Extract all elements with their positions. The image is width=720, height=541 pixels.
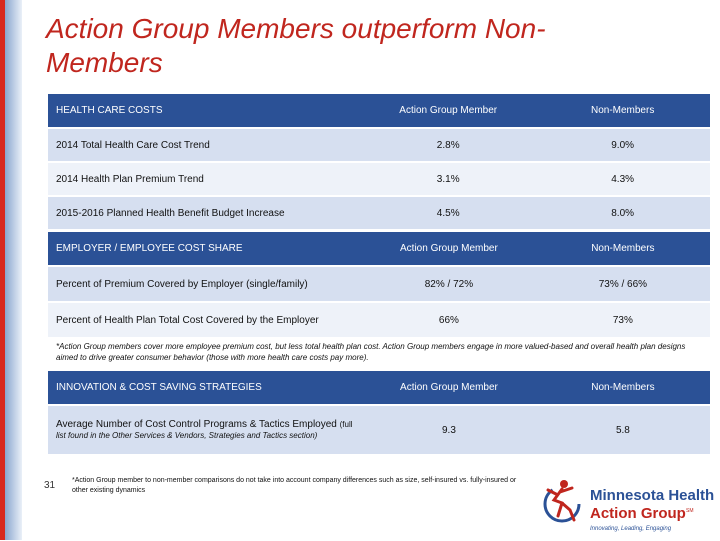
row-label: 2014 Health Plan Premium Trend: [48, 162, 361, 196]
non-member-value: 4.3%: [535, 162, 710, 196]
non-member-value: 8.0%: [535, 196, 710, 230]
row-label-suffix: (full: [339, 420, 353, 429]
member-value: 66%: [362, 302, 536, 338]
table-row: [48, 405, 710, 455]
header-cell: Non-Members: [536, 371, 710, 405]
member-value: 9.3: [362, 405, 536, 455]
table-header-row: [48, 371, 710, 405]
header-cell: Non-Members: [535, 94, 710, 128]
logo-line2: Action Group: [590, 505, 686, 522]
row-label: Average Number of Cost Control Programs & Tactics Employed: [56, 419, 337, 430]
non-member-value: 73% / 66%: [536, 266, 710, 302]
table-row: [48, 302, 710, 338]
member-value: 3.1%: [361, 162, 535, 196]
non-member-value: 73%: [536, 302, 710, 338]
logo-tm: SM: [686, 508, 694, 514]
table-row: [48, 128, 710, 162]
header-cell: Action Group Member: [362, 371, 536, 405]
slide-title: Action Group Members outperform Non-Members: [46, 13, 546, 78]
member-value: 4.5%: [361, 196, 535, 230]
left-accent-blue: [5, 0, 22, 540]
mnhag-logo: [540, 470, 715, 536]
row-label: 2014 Total Health Care Cost Trend: [48, 128, 361, 162]
logo-mark-icon: [540, 470, 715, 536]
left-accent-bar: [0, 0, 22, 540]
non-member-value: 9.0%: [535, 128, 710, 162]
table-row: [48, 196, 710, 230]
table-header-row: [48, 232, 710, 266]
comparison-footnote: *Action Group member to non-member comparisons do not take into account company differences such as size, self-insured vs. fully-insured or other existing dynamics: [72, 477, 517, 494]
row-label: Percent of Health Plan Total Cost Covered by the Employer: [48, 302, 362, 338]
member-value: 2.8%: [361, 128, 535, 162]
header-cell: EMPLOYER / EMPLOYEE COST SHARE: [48, 232, 362, 266]
row-label-cell: [48, 405, 362, 455]
logo-tagline: Innovating, Leading, Engaging: [590, 526, 672, 532]
innovation-strategies-table: [48, 371, 710, 456]
non-member-value: 5.8: [536, 405, 710, 455]
cost-share-table: [48, 232, 710, 339]
header-cell: HEALTH CARE COSTS: [48, 94, 361, 128]
health-care-costs-table: [48, 94, 710, 231]
header-cell: INNOVATION & COST SAVING STRATEGIES: [48, 371, 362, 405]
row-label-sub: list found in the Other Services & Vendors, Strategies and Tactics section): [56, 431, 318, 440]
cost-share-footnote: *Action Group members cover more employee premium cost, but less total health plan cost. Action Group members engage in more valued-based and overall health plan designs aimed to drive greater consumer behavior (those with more health care costs pay more).: [56, 342, 686, 362]
header-cell: Action Group Member: [361, 94, 535, 128]
header-cell: Non-Members: [536, 232, 710, 266]
header-cell: Action Group Member: [362, 232, 536, 266]
table-header-row: [48, 94, 710, 128]
table-row: [48, 162, 710, 196]
row-label: 2015-2016 Planned Health Benefit Budget Increase: [48, 196, 361, 230]
table-row: [48, 266, 710, 302]
row-label: Percent of Premium Covered by Employer (single/family): [48, 266, 362, 302]
logo-line1: Minnesota Health: [590, 487, 715, 504]
member-value: 82% / 72%: [362, 266, 536, 302]
page-number: 31: [44, 480, 56, 491]
